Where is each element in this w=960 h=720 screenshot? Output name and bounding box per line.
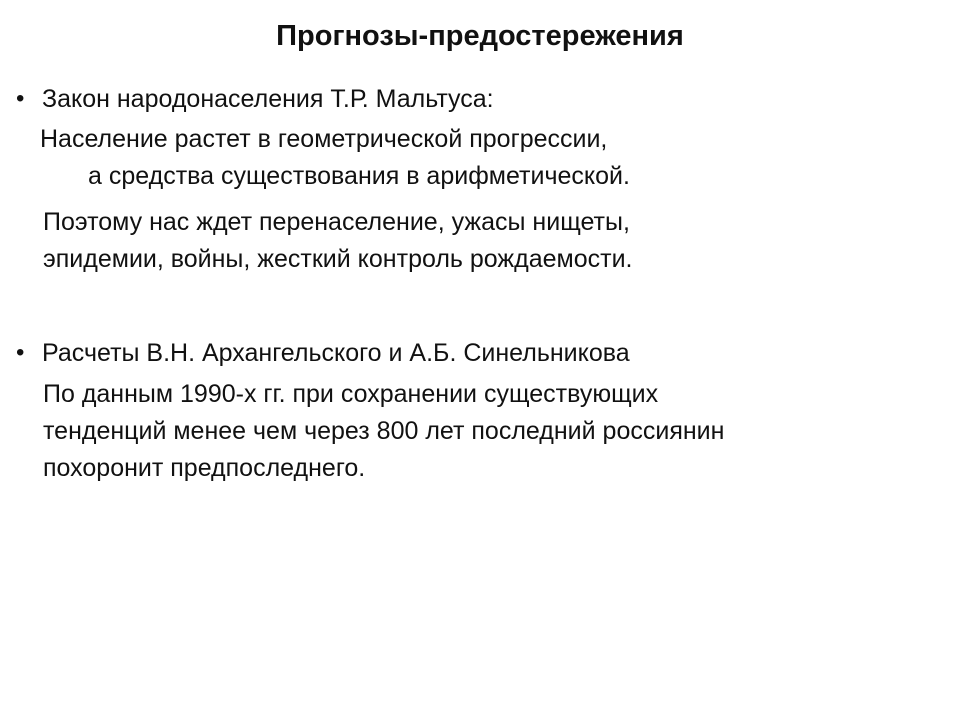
section1-para2-line1: Поэтому нас ждет перенаселение, ужасы нищеты, [43, 208, 630, 236]
section1-para2-line2: эпидемии, войны, жесткий контроль рождаемости. [43, 245, 633, 273]
section2-para1-line1: По данным 1990-х гг. при сохранении существующих [43, 380, 659, 408]
section1-para1-line1: Население растет в геометрической прогрессии, [40, 125, 608, 153]
bullet-icon: • [16, 85, 25, 112]
section2-para1-line2: тенденций менее чем через 800 лет последний россиянин [43, 417, 725, 445]
section1-para1-line2: а средства существования в арифметической. [88, 162, 630, 190]
section2-para1-line3: похоронит предпоследнего. [43, 454, 366, 482]
bullet-icon: • [16, 339, 25, 366]
slide-title: Прогнозы-предостережения [276, 20, 684, 52]
section1-heading: Закон народонаселения Т.Р. Мальтуса: [42, 85, 494, 113]
section2-heading: Расчеты В.Н. Архангельского и А.Б. Синельникова [42, 339, 630, 367]
